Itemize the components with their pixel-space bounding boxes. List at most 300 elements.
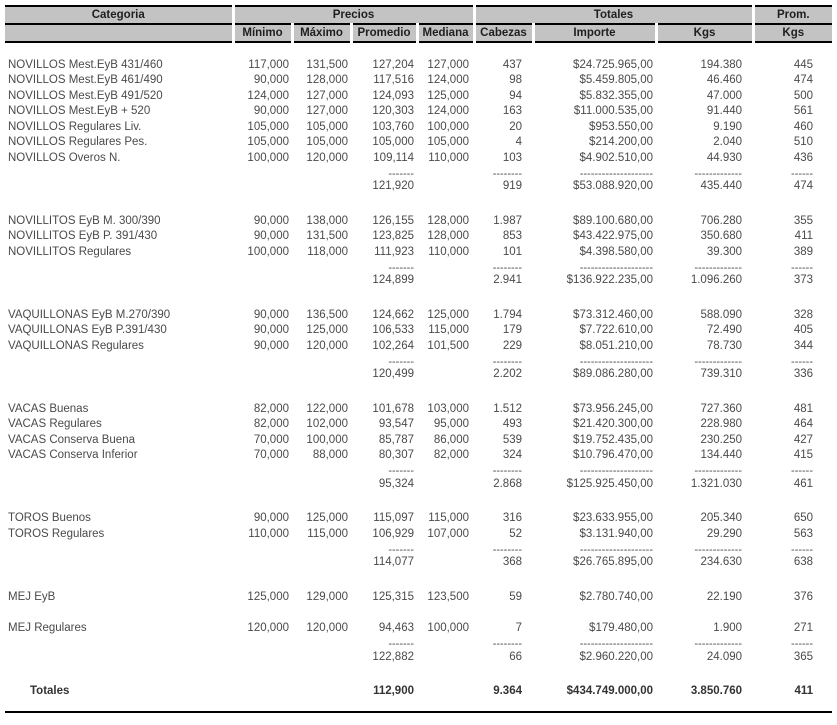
cell-prom_kgs: 445 xyxy=(793,58,814,71)
cell-mediana xyxy=(417,684,474,700)
cell-kgs: 91.440 xyxy=(706,105,743,118)
cell-cabezas xyxy=(474,665,533,684)
cell-importe: $4.902.510,00 xyxy=(579,151,653,164)
cell-categoria: VACAS Regulares xyxy=(8,418,102,431)
cell-mediana xyxy=(417,636,474,649)
cell-categoria: NOVILLOS Mest.EyB 491/520 xyxy=(8,89,163,102)
cell-importe: -------------------- xyxy=(579,638,653,649)
cell-categoria: VACAS Buenas xyxy=(8,402,89,415)
cell-mediana: 103,000 xyxy=(427,402,469,415)
cell-categoria: NOVILLOS Regulares Pes. xyxy=(8,136,148,149)
cell-prom_kgs: 464 xyxy=(793,418,814,431)
cell-categoria: VAQUILLONAS Regulares xyxy=(8,339,144,352)
cell-promedio: 106,929 xyxy=(372,527,414,540)
cell-promedio: 80,307 xyxy=(378,449,414,462)
cell-maximo xyxy=(292,492,351,511)
cell-kgs: 1.900 xyxy=(713,622,743,635)
cell-cabezas: 59 xyxy=(509,590,522,603)
cell-importe: $4.398.580,00 xyxy=(579,245,653,258)
cell-maximo xyxy=(292,463,351,476)
cell-promedio xyxy=(351,288,417,307)
cell-categoria xyxy=(5,570,233,589)
cell-categoria xyxy=(5,288,233,307)
cell-promedio: ------- xyxy=(388,261,414,273)
cell-prom_kgs xyxy=(753,194,832,213)
cell-kgs: ------------- xyxy=(694,167,743,179)
cell-prom_kgs: 376 xyxy=(793,590,814,603)
cell-importe: $21.420.300,00 xyxy=(573,418,653,431)
cell-minimo: 70,000 xyxy=(253,433,289,446)
cell-kgs xyxy=(656,605,753,621)
cell-maximo xyxy=(292,367,351,383)
cell-maximo: 127,000 xyxy=(306,89,348,102)
table-row xyxy=(5,432,832,448)
cell-categoria: NOVILLOS Overos N. xyxy=(8,151,121,164)
cell-kgs: 739.310 xyxy=(700,368,743,381)
cell-categoria xyxy=(5,542,233,555)
cell-promedio: ------- xyxy=(388,638,414,649)
cell-promedio: 106,533 xyxy=(372,324,414,337)
cell-mediana: 110,000 xyxy=(428,245,469,258)
cell-prom_kgs: 563 xyxy=(793,527,814,540)
section-gap xyxy=(5,570,832,589)
cell-minimo: 100,000 xyxy=(247,151,289,164)
cell-importe: $10.796.470,00 xyxy=(573,449,653,462)
cell-kgs: 228.980 xyxy=(700,418,743,431)
cell-maximo xyxy=(292,194,351,213)
section-gap xyxy=(5,492,832,511)
cell-prom_kgs xyxy=(753,570,832,589)
cell-prom_kgs: 271 xyxy=(793,622,814,635)
cell-prom_kgs: 344 xyxy=(793,339,814,352)
table-row xyxy=(5,338,832,354)
cell-kgs: 205.340 xyxy=(700,512,743,525)
cell-importe: $89.100.680,00 xyxy=(573,214,653,227)
cell-promedio: 124,899 xyxy=(372,274,414,287)
cell-kgs xyxy=(656,42,753,57)
cell-kgs: 3.850.760 xyxy=(690,685,743,698)
cell-prom_kgs: 365 xyxy=(793,650,814,663)
cell-cabezas: 7 xyxy=(515,622,522,635)
cell-importe: $43.422.975,00 xyxy=(573,230,653,243)
cell-prom_kgs: ------ xyxy=(791,543,814,555)
cell-kgs xyxy=(656,194,753,213)
cell-maximo xyxy=(292,166,351,179)
cell-mediana xyxy=(417,288,474,307)
cell-maximo: 125,000 xyxy=(306,324,348,337)
cell-promedio: 124,093 xyxy=(372,89,414,102)
cell-maximo xyxy=(292,555,351,571)
cell-promedio xyxy=(351,492,417,511)
cell-mediana: 82,000 xyxy=(433,449,469,462)
cell-minimo: 124,000 xyxy=(247,89,289,102)
cell-kgs: 1.321.030 xyxy=(690,477,743,490)
cell-mediana xyxy=(417,42,474,57)
cell-maximo xyxy=(292,570,351,589)
cell-categoria xyxy=(5,42,233,57)
cell-prom_kgs: 474 xyxy=(793,74,814,87)
cell-minimo: 82,000 xyxy=(253,402,289,415)
cell-maximo: 125,000 xyxy=(306,512,348,525)
table-row xyxy=(5,448,832,464)
header-group-row xyxy=(5,6,832,24)
cell-importe xyxy=(533,288,656,307)
cell-minimo: 125,000 xyxy=(247,590,289,603)
cell-kgs: 72.490 xyxy=(706,324,743,337)
cell-prom_kgs: ------ xyxy=(791,465,814,476)
cell-minimo xyxy=(233,555,292,571)
col-header-categoria: Categoria xyxy=(5,6,233,24)
cell-maximo xyxy=(292,179,351,195)
cell-importe: $179.480,00 xyxy=(589,622,653,635)
cell-importe: $125.925.450,00 xyxy=(566,477,653,490)
cell-cabezas xyxy=(474,382,533,401)
cell-kgs: 588.090 xyxy=(700,308,743,321)
cell-minimo xyxy=(233,166,292,179)
cell-categoria: NOVILLITOS Regulares xyxy=(8,245,132,258)
cell-minimo: 120,000 xyxy=(247,622,289,635)
cell-categoria: Totales xyxy=(30,685,70,698)
cell-promedio: 124,662 xyxy=(372,308,414,321)
cell-importe: $434.749.000,00 xyxy=(566,685,653,698)
cell-promedio: 126,155 xyxy=(372,214,414,227)
cell-mediana: 128,000 xyxy=(427,214,469,227)
cell-kgs: 9.190 xyxy=(713,120,743,133)
cell-importe xyxy=(533,492,656,511)
cell-prom_kgs xyxy=(753,42,832,57)
col-header-kgs: Kgs xyxy=(656,24,753,42)
cell-kgs: 435.440 xyxy=(700,180,743,193)
cell-mediana: 110,000 xyxy=(428,151,469,164)
cell-maximo: 88,000 xyxy=(312,449,348,462)
cell-promedio: 121,920 xyxy=(372,180,414,193)
cell-categoria: NOVILLITOS EyB P. 391/430 xyxy=(8,230,158,243)
cell-prom_kgs: 650 xyxy=(793,512,814,525)
cell-mediana: 101,500 xyxy=(427,339,469,352)
cell-mediana xyxy=(417,555,474,571)
cell-maximo: 105,000 xyxy=(306,120,348,133)
cell-prom_kgs: 561 xyxy=(793,105,814,118)
table-row xyxy=(5,119,832,135)
cell-promedio: 120,303 xyxy=(372,105,414,118)
cell-importe: $24.725.965,00 xyxy=(573,58,653,71)
cell-minimo: 90,000 xyxy=(253,512,289,525)
cell-kgs xyxy=(656,492,753,511)
cell-prom_kgs: 415 xyxy=(793,449,814,462)
cell-categoria xyxy=(5,354,233,367)
cell-importe xyxy=(533,382,656,401)
cell-mediana xyxy=(417,194,474,213)
cell-kgs: 230.250 xyxy=(700,433,743,446)
cell-minimo xyxy=(233,492,292,511)
price-table xyxy=(5,5,832,699)
cell-categoria: VAQUILLONAS EyB M.270/390 xyxy=(8,308,171,321)
cell-promedio: 117,516 xyxy=(373,74,414,87)
cell-kgs: ------------- xyxy=(694,355,743,367)
cell-promedio: ------- xyxy=(388,543,414,555)
cell-categoria: NOVILLITOS EyB M. 300/390 xyxy=(8,214,161,227)
cell-kgs: ------------- xyxy=(694,543,743,555)
cell-maximo: 122,000 xyxy=(306,402,348,415)
cell-importe: $5.832.355,00 xyxy=(579,89,653,102)
cell-mediana xyxy=(417,179,474,195)
cell-cabezas: 20 xyxy=(509,120,522,133)
cell-maximo: 128,000 xyxy=(306,74,348,87)
cell-prom_kgs: 638 xyxy=(793,556,814,569)
cell-categoria: VACAS Conserva Buena xyxy=(8,433,135,446)
cell-kgs: 24.090 xyxy=(706,650,743,663)
cell-cabezas xyxy=(474,194,533,213)
section-gap xyxy=(5,382,832,401)
col-header-mediana: Mediana xyxy=(417,24,474,42)
cell-importe: $2.960.220,00 xyxy=(579,650,653,663)
cell-prom_kgs: ------ xyxy=(791,638,814,649)
cell-promedio: 114,077 xyxy=(373,556,414,569)
cell-cabezas: 919 xyxy=(502,180,522,193)
cell-categoria xyxy=(5,476,233,492)
cell-minimo xyxy=(233,382,292,401)
cell-promedio: 85,787 xyxy=(378,433,414,446)
col-group-totales: Totales xyxy=(474,6,753,24)
cell-importe: $53.088.920,00 xyxy=(573,180,653,193)
cell-categoria: TOROS Regulares xyxy=(8,527,105,540)
cell-minimo xyxy=(233,665,292,684)
cell-kgs xyxy=(656,382,753,401)
cell-mediana: 124,000 xyxy=(427,105,469,118)
cell-minimo xyxy=(233,42,292,57)
cell-cabezas xyxy=(474,605,533,621)
cell-prom_kgs: 481 xyxy=(793,402,814,415)
cell-categoria: MEJ Regulares xyxy=(8,622,87,635)
cell-importe: $214.200,00 xyxy=(589,136,653,149)
cell-minimo: 90,000 xyxy=(253,324,289,337)
cell-prom_kgs: ------ xyxy=(791,167,814,179)
cell-kgs: 29.290 xyxy=(706,527,743,540)
cell-prom_kgs: 500 xyxy=(793,89,814,102)
cell-mediana xyxy=(417,273,474,289)
totals-row xyxy=(5,684,832,700)
cell-promedio: 112,900 xyxy=(373,685,414,698)
cell-cabezas: 368 xyxy=(502,556,522,569)
cell-mediana xyxy=(417,649,474,665)
cell-maximo xyxy=(292,260,351,273)
table-row xyxy=(5,323,832,339)
cell-kgs: 39.300 xyxy=(706,245,743,258)
cell-prom_kgs: ------ xyxy=(791,261,814,273)
cell-kgs: 2.040 xyxy=(713,136,743,149)
cell-categoria xyxy=(5,260,233,273)
table-row xyxy=(5,135,832,151)
cell-cabezas: 52 xyxy=(509,527,522,540)
cell-minimo: 70,000 xyxy=(253,449,289,462)
cell-categoria xyxy=(5,463,233,476)
cell-maximo xyxy=(292,288,351,307)
cell-categoria xyxy=(5,492,233,511)
cell-mediana xyxy=(417,354,474,367)
cell-minimo: 82,000 xyxy=(253,418,289,431)
cell-promedio: 93,547 xyxy=(378,418,414,431)
cell-importe: $7.722.610,00 xyxy=(579,324,653,337)
cell-promedio xyxy=(351,382,417,401)
col-header-maximo: Máximo xyxy=(292,24,351,42)
cell-prom_kgs: ------ xyxy=(791,355,814,367)
cell-minimo xyxy=(233,194,292,213)
cell-importe: $73.956.245,00 xyxy=(573,402,653,415)
subtotal-separator xyxy=(5,463,832,476)
cell-prom_kgs xyxy=(753,605,832,621)
subtotal-row xyxy=(5,179,832,195)
cell-minimo xyxy=(233,367,292,383)
cell-kgs: ------------- xyxy=(694,261,743,273)
cell-importe: $23.633.955,00 xyxy=(573,512,653,525)
cell-mediana xyxy=(417,463,474,476)
cell-mediana: 100,000 xyxy=(427,120,469,133)
cell-kgs: 234.630 xyxy=(700,556,743,569)
table-row xyxy=(5,88,832,104)
cell-importe: $89.086.280,00 xyxy=(573,368,653,381)
cell-importe: -------------------- xyxy=(579,543,653,555)
cell-minimo: 105,000 xyxy=(247,136,289,149)
cell-mediana: 115,000 xyxy=(428,512,469,525)
cell-mediana xyxy=(417,166,474,179)
cell-mediana: 100,000 xyxy=(427,622,469,635)
cell-cabezas: -------- xyxy=(492,167,522,179)
cell-cabezas: -------- xyxy=(492,638,522,649)
cell-promedio: 125,315 xyxy=(372,590,414,603)
cell-maximo: 131,500 xyxy=(306,230,348,243)
cell-mediana: 107,000 xyxy=(427,527,469,540)
cell-promedio: 94,463 xyxy=(378,622,414,635)
cell-maximo xyxy=(292,42,351,57)
cell-maximo xyxy=(292,382,351,401)
table-row xyxy=(5,229,832,245)
cell-importe: $26.765.895,00 xyxy=(573,556,653,569)
cell-importe: $11.000.535,00 xyxy=(573,105,653,118)
cell-promedio: 109,114 xyxy=(373,151,414,164)
header-spacer xyxy=(5,42,832,57)
cell-mediana: 124,000 xyxy=(427,74,469,87)
cell-maximo: 138,000 xyxy=(306,214,348,227)
cell-mediana xyxy=(417,570,474,589)
cell-minimo xyxy=(233,570,292,589)
cell-maximo: 100,000 xyxy=(306,433,348,446)
cell-kgs xyxy=(656,288,753,307)
table-header xyxy=(5,6,832,42)
cell-maximo: 120,000 xyxy=(306,151,348,164)
table-row xyxy=(5,621,832,637)
cell-cabezas: 4 xyxy=(515,136,522,149)
cell-importe xyxy=(533,42,656,57)
cell-minimo: 110,000 xyxy=(248,527,289,540)
cell-promedio xyxy=(351,605,417,621)
cell-cabezas: 1.987 xyxy=(493,214,522,227)
cell-maximo xyxy=(292,605,351,621)
cell-prom_kgs: 461 xyxy=(793,477,814,490)
cell-importe: $73.312.460,00 xyxy=(573,308,653,321)
header-columns-row xyxy=(5,24,832,42)
cell-cabezas: 103 xyxy=(502,151,522,164)
col-header-promedio: Promedio xyxy=(351,24,417,42)
subtotal-separator xyxy=(5,636,832,649)
cell-categoria xyxy=(5,367,233,383)
cell-promedio xyxy=(351,42,417,57)
cell-mediana xyxy=(417,260,474,273)
cell-minimo: 105,000 xyxy=(247,120,289,133)
cell-prom_kgs: 427 xyxy=(793,433,814,446)
cell-maximo xyxy=(292,684,351,700)
cell-minimo xyxy=(233,179,292,195)
cell-cabezas: 493 xyxy=(502,418,522,431)
cell-cabezas: -------- xyxy=(492,355,522,367)
cell-maximo xyxy=(292,649,351,665)
cell-categoria xyxy=(5,636,233,649)
cell-prom_kgs: 474 xyxy=(793,180,814,193)
cell-importe: $136.922.235,00 xyxy=(566,274,653,287)
cell-cabezas: 437 xyxy=(502,58,522,71)
table-row xyxy=(5,213,832,229)
cell-kgs: 1.096.260 xyxy=(690,274,743,287)
cell-kgs: 46.460 xyxy=(706,74,743,87)
col-group-prom: Prom. xyxy=(753,6,832,24)
cell-maximo: 120,000 xyxy=(306,622,348,635)
cell-minimo xyxy=(233,684,292,700)
cell-minimo: 100,000 xyxy=(247,245,289,258)
cell-cabezas: -------- xyxy=(492,543,522,555)
table-row xyxy=(5,511,832,527)
cell-maximo: 102,000 xyxy=(306,418,348,431)
cell-cabezas: 1.512 xyxy=(493,402,522,415)
cell-minimo: 90,000 xyxy=(253,230,289,243)
cell-mediana: 105,000 xyxy=(427,136,469,149)
cell-cabezas xyxy=(474,570,533,589)
cell-maximo xyxy=(292,273,351,289)
cell-cabezas: 316 xyxy=(502,512,522,525)
cell-categoria xyxy=(5,194,233,213)
cell-prom_kgs: 355 xyxy=(793,214,814,227)
cell-minimo xyxy=(233,476,292,492)
cell-prom_kgs: 373 xyxy=(793,274,814,287)
cell-categoria xyxy=(5,665,233,684)
cell-mediana xyxy=(417,492,474,511)
cell-cabezas: 2.868 xyxy=(493,477,522,490)
subtotal-row xyxy=(5,476,832,492)
cell-categoria xyxy=(5,555,233,571)
cell-maximo: 115,000 xyxy=(307,527,348,540)
cell-categoria: NOVILLOS Mest.EyB + 520 xyxy=(8,105,151,118)
cell-cabezas xyxy=(474,492,533,511)
cell-minimo: 90,000 xyxy=(253,339,289,352)
cell-promedio: ------- xyxy=(388,465,414,476)
table-body xyxy=(5,42,832,699)
cell-prom_kgs xyxy=(753,665,832,684)
cell-minimo: 117,000 xyxy=(248,58,289,71)
table-row xyxy=(5,417,832,433)
subtotal-separator xyxy=(5,166,832,179)
cell-cabezas: 101 xyxy=(502,245,522,258)
cell-maximo: 127,000 xyxy=(306,105,348,118)
cell-prom_kgs xyxy=(753,288,832,307)
table-row xyxy=(5,307,832,323)
cell-mediana xyxy=(417,382,474,401)
cell-kgs xyxy=(656,665,753,684)
cell-maximo: 118,000 xyxy=(307,245,348,258)
cell-importe: $2.780.740,00 xyxy=(579,590,653,603)
table-row xyxy=(5,104,832,120)
cell-kgs: 44.930 xyxy=(706,151,743,164)
cell-mediana: 95,000 xyxy=(433,418,469,431)
cell-categoria: NOVILLOS Mest.EyB 461/490 xyxy=(8,74,163,87)
col-header-prom-kgs: Kgs xyxy=(753,24,832,42)
